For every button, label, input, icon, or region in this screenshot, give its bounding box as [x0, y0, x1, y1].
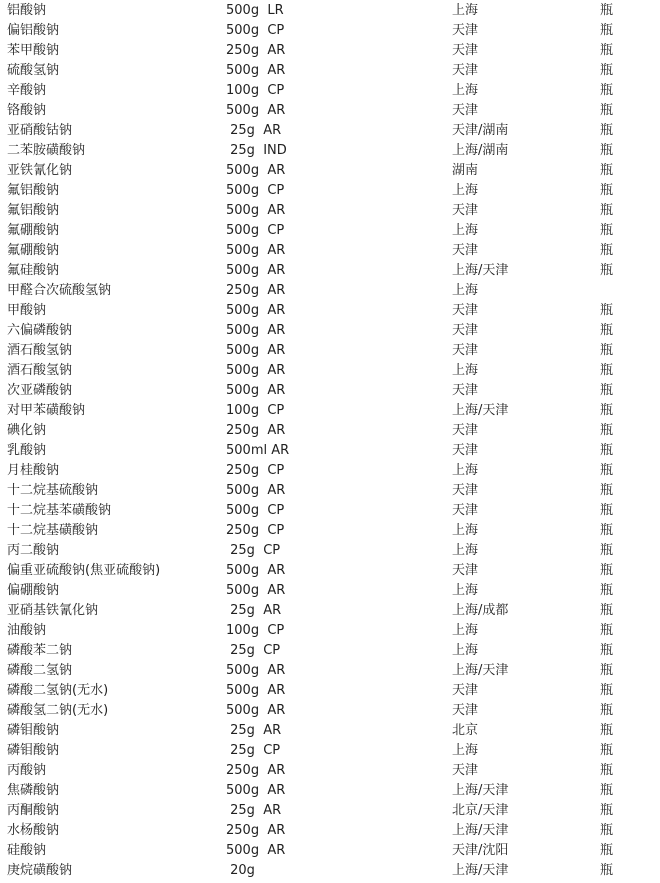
product-name: 偏硼酸钠	[7, 583, 60, 598]
product-spec: 500g CP	[226, 223, 285, 238]
product-spec: 250g AR	[226, 823, 286, 838]
table-row	[0, 661, 660, 681]
product-unit: 瓶	[600, 603, 614, 618]
product-spec: 500g AR	[226, 843, 286, 858]
product-spec: 500g AR	[226, 343, 286, 358]
product-spec: 500g AR	[226, 563, 286, 578]
product-spec: 500ml AR	[226, 443, 290, 458]
product-unit: 瓶	[600, 43, 614, 58]
product-name: 丙酸钠	[7, 763, 47, 778]
product-unit: 瓶	[600, 263, 614, 278]
table-row	[0, 261, 660, 281]
product-name: 六偏磷酸钠	[7, 323, 73, 338]
product-spec: 250g AR	[226, 283, 286, 298]
product-spec: 500g AR	[226, 63, 286, 78]
table-row	[0, 321, 660, 341]
product-spec: 500g AR	[226, 583, 286, 598]
product-unit: 瓶	[600, 403, 614, 418]
product-spec: 250g AR	[226, 43, 286, 58]
product-name: 磷酸二氢钠	[7, 663, 73, 678]
product-name: 水杨酸钠	[7, 823, 60, 838]
table-row	[0, 521, 660, 541]
table-row	[0, 181, 660, 201]
product-origin: 北京	[452, 723, 479, 738]
product-spec: 25g CP	[226, 743, 281, 758]
product-spec: 500g AR	[226, 303, 286, 318]
product-name: 偏重亚硫酸钠(焦亚硫酸钠)	[7, 563, 161, 578]
product-spec: 25g CP	[226, 543, 281, 558]
table-row	[0, 381, 660, 401]
product-name: 二苯胺磺酸钠	[7, 143, 86, 158]
product-spec: 500g AR	[226, 203, 286, 218]
table-row	[0, 561, 660, 581]
product-spec: 25g AR	[226, 803, 282, 818]
product-origin: 天津	[452, 63, 479, 78]
product-unit: 瓶	[600, 543, 614, 558]
product-origin: 天津	[452, 503, 479, 518]
product-name: 对甲苯磺酸钠	[7, 403, 86, 418]
product-unit: 瓶	[600, 583, 614, 598]
product-origin: 上海	[452, 583, 479, 598]
product-origin: 天津	[452, 43, 479, 58]
product-name: 硫酸氢钠	[7, 63, 60, 78]
product-unit: 瓶	[600, 303, 614, 318]
product-origin: 上海/天津	[452, 403, 509, 418]
product-name: 铝酸钠	[7, 3, 47, 18]
table-row	[0, 741, 660, 761]
product-origin: 上海/天津	[452, 263, 509, 278]
product-unit: 瓶	[600, 803, 614, 818]
product-spec: 500g CP	[226, 23, 285, 38]
product-name: 酒石酸氢钠	[7, 363, 73, 378]
product-spec: 500g LR	[226, 3, 284, 18]
table-row	[0, 241, 660, 261]
product-unit: 瓶	[600, 523, 614, 538]
table-row	[0, 281, 660, 301]
product-unit: 瓶	[600, 463, 614, 478]
product-origin: 天津	[452, 243, 479, 258]
product-name: 氟铝酸钠	[7, 203, 60, 218]
product-name: 铬酸钠	[7, 103, 47, 118]
product-name: 丙二酸钠	[7, 543, 60, 558]
table-row	[0, 21, 660, 41]
product-origin: 天津	[452, 203, 479, 218]
product-name: 氟硼酸钠	[7, 243, 60, 258]
product-unit: 瓶	[600, 623, 614, 638]
product-name: 磷酸氢二钠(无水)	[7, 703, 109, 718]
product-unit: 瓶	[600, 223, 614, 238]
product-name: 磷酸苯二钠	[7, 643, 73, 658]
product-name: 氟硼酸钠	[7, 223, 60, 238]
product-origin: 上海/天津	[452, 863, 509, 878]
product-unit: 瓶	[600, 783, 614, 798]
table-row	[0, 61, 660, 81]
product-unit: 瓶	[600, 823, 614, 838]
product-origin: 天津	[452, 563, 479, 578]
product-origin: 上海/湖南	[452, 143, 509, 158]
product-spec: 25g CP	[226, 643, 281, 658]
product-unit: 瓶	[600, 63, 614, 78]
product-origin: 天津	[452, 323, 479, 338]
product-name: 硅酸钠	[7, 843, 47, 858]
product-unit: 瓶	[600, 483, 614, 498]
product-origin: 天津	[452, 383, 479, 398]
product-unit: 瓶	[600, 163, 614, 178]
product-unit: 瓶	[600, 23, 614, 38]
product-origin: 上海	[452, 283, 479, 298]
product-unit: 瓶	[600, 363, 614, 378]
table-row	[0, 601, 660, 621]
table-row	[0, 761, 660, 781]
product-spec: 250g AR	[226, 423, 286, 438]
product-unit: 瓶	[600, 83, 614, 98]
product-name: 酒石酸氢钠	[7, 343, 73, 358]
table-row	[0, 481, 660, 501]
product-origin: 天津/湖南	[452, 123, 509, 138]
product-unit: 瓶	[600, 243, 614, 258]
table-row	[0, 301, 660, 321]
product-spec: 500g AR	[226, 703, 286, 718]
product-spec: 500g AR	[226, 263, 286, 278]
product-origin: 上海	[452, 463, 479, 478]
product-unit: 瓶	[600, 683, 614, 698]
product-unit: 瓶	[600, 123, 614, 138]
table-row	[0, 581, 660, 601]
table-row	[0, 681, 660, 701]
table-row	[0, 641, 660, 661]
product-spec: 500g AR	[226, 663, 286, 678]
product-spec: 500g AR	[226, 483, 286, 498]
product-unit: 瓶	[600, 103, 614, 118]
product-origin: 上海/天津	[452, 823, 509, 838]
product-spec: 500g AR	[226, 783, 286, 798]
product-spec: 500g CP	[226, 503, 285, 518]
product-unit: 瓶	[600, 743, 614, 758]
product-unit: 瓶	[600, 663, 614, 678]
product-origin: 上海	[452, 363, 479, 378]
table-row	[0, 161, 660, 181]
table-row	[0, 1, 660, 21]
product-spec: 25g IND	[226, 143, 287, 158]
product-origin: 天津	[452, 23, 479, 38]
product-spec: 500g CP	[226, 183, 285, 198]
product-origin: 上海/天津	[452, 783, 509, 798]
product-spec: 500g AR	[226, 323, 286, 338]
table-row	[0, 401, 660, 421]
product-spec: 25g AR	[226, 603, 282, 618]
product-unit: 瓶	[600, 563, 614, 578]
table-row	[0, 461, 660, 481]
product-origin: 上海	[452, 643, 479, 658]
product-origin: 天津	[452, 483, 479, 498]
product-name: 氟硅酸钠	[7, 263, 60, 278]
product-name: 苯甲酸钠	[7, 43, 60, 58]
product-spec: 500g AR	[226, 683, 286, 698]
table-row	[0, 81, 660, 101]
product-name: 磷酸二氢钠(无水)	[7, 683, 109, 698]
product-origin: 天津	[452, 683, 479, 698]
product-name: 辛酸钠	[7, 83, 47, 98]
product-unit: 瓶	[600, 703, 614, 718]
product-unit: 瓶	[600, 143, 614, 158]
table-row	[0, 441, 660, 461]
product-name: 甲酸钠	[7, 303, 47, 318]
product-spec: 100g CP	[226, 623, 285, 638]
product-origin: 天津	[452, 763, 479, 778]
table-row	[0, 801, 660, 821]
product-spec: 500g AR	[226, 163, 286, 178]
product-name: 甲醛合次硫酸氢钠	[7, 283, 112, 298]
product-name: 磷钼酸钠	[7, 723, 60, 738]
product-origin: 天津	[452, 443, 479, 458]
product-name: 月桂酸钠	[7, 463, 60, 478]
product-name: 庚烷磺酸钠	[7, 863, 73, 878]
product-name: 油酸钠	[7, 623, 47, 638]
table-row	[0, 841, 660, 861]
table-row	[0, 861, 660, 881]
product-unit: 瓶	[600, 383, 614, 398]
product-origin: 上海	[452, 623, 479, 638]
product-origin: 湖南	[452, 163, 479, 178]
product-name: 丙酮酸钠	[7, 803, 60, 818]
product-origin: 上海	[452, 183, 479, 198]
product-unit: 瓶	[600, 843, 614, 858]
product-origin: 上海/天津	[452, 663, 509, 678]
product-spec: 500g AR	[226, 363, 286, 378]
product-spec: 250g CP	[226, 523, 285, 538]
product-unit: 瓶	[600, 423, 614, 438]
product-origin: 天津	[452, 303, 479, 318]
product-unit: 瓶	[600, 203, 614, 218]
table-row	[0, 221, 660, 241]
table-row	[0, 721, 660, 741]
product-spec: 25g AR	[226, 723, 282, 738]
product-spec: 250g AR	[226, 763, 286, 778]
product-name: 焦磷酸钠	[7, 783, 60, 798]
table-row	[0, 621, 660, 641]
product-spec: 500g AR	[226, 103, 286, 118]
product-origin: 天津/沈阳	[452, 843, 509, 858]
product-spec: 25g AR	[226, 123, 282, 138]
product-origin: 上海	[452, 83, 479, 98]
product-unit: 瓶	[600, 723, 614, 738]
table-row	[0, 201, 660, 221]
product-origin: 上海	[452, 3, 479, 18]
product-origin: 天津	[452, 103, 479, 118]
product-name: 亚硝酸钴钠	[7, 123, 73, 138]
product-name: 乳酸钠	[7, 443, 47, 458]
table-row	[0, 421, 660, 441]
table-row	[0, 101, 660, 121]
product-unit: 瓶	[600, 323, 614, 338]
product-origin: 北京/天津	[452, 803, 509, 818]
product-origin: 天津	[452, 423, 479, 438]
product-name: 次亚磷酸钠	[7, 383, 73, 398]
table-row	[0, 541, 660, 561]
product-origin: 上海	[452, 523, 479, 538]
product-spec: 100g CP	[226, 403, 285, 418]
product-unit: 瓶	[600, 863, 614, 878]
product-spec: 250g CP	[226, 463, 285, 478]
product-spec: 500g AR	[226, 243, 286, 258]
product-origin: 上海	[452, 543, 479, 558]
product-name: 十二烷基苯磺酸钠	[7, 503, 112, 518]
product-name: 碘化钠	[7, 423, 47, 438]
product-unit: 瓶	[600, 183, 614, 198]
product-unit: 瓶	[600, 343, 614, 358]
product-unit: 瓶	[600, 763, 614, 778]
product-origin: 上海	[452, 223, 479, 238]
product-name: 氟铝酸钠	[7, 183, 60, 198]
table-row	[0, 141, 660, 161]
product-unit: 瓶	[600, 3, 614, 18]
product-unit: 瓶	[600, 443, 614, 458]
product-unit: 瓶	[600, 503, 614, 518]
product-spec: 20g	[226, 863, 255, 878]
product-origin: 上海	[452, 743, 479, 758]
table-row	[0, 121, 660, 141]
table-row	[0, 701, 660, 721]
product-origin: 上海/成都	[452, 603, 509, 618]
product-name: 十二烷基磺酸钠	[7, 523, 99, 538]
product-name: 亚铁氰化钠	[7, 163, 73, 178]
product-unit: 瓶	[600, 643, 614, 658]
product-name: 偏铝酸钠	[7, 23, 60, 38]
table-row	[0, 41, 660, 61]
table-row	[0, 341, 660, 361]
product-name: 亚硝基铁氰化钠	[7, 603, 99, 618]
product-spec: 500g AR	[226, 383, 286, 398]
table-row	[0, 501, 660, 521]
table-row	[0, 821, 660, 841]
product-origin: 天津	[452, 343, 479, 358]
product-name: 磷钼酸钠	[7, 743, 60, 758]
product-name: 十二烷基硫酸钠	[7, 483, 99, 498]
table-row	[0, 361, 660, 381]
product-spec: 100g CP	[226, 83, 285, 98]
product-origin: 天津	[452, 703, 479, 718]
table-row	[0, 781, 660, 801]
